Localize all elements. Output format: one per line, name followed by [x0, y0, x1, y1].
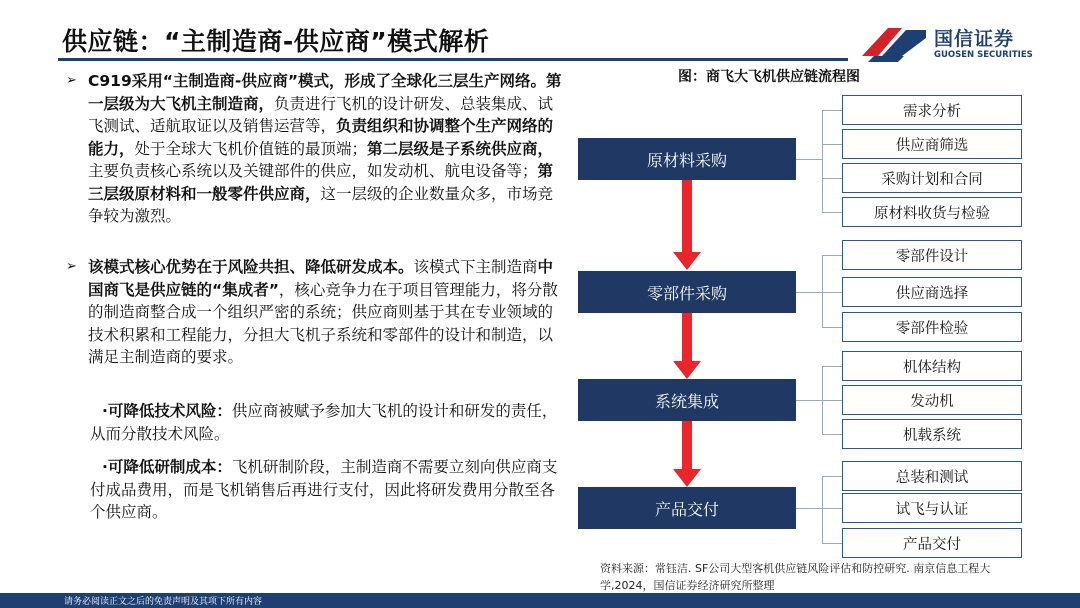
step-box: 发动机: [842, 385, 1022, 415]
arrow-head-icon: [673, 361, 701, 379]
step-box: 试飞与认证: [842, 493, 1022, 523]
brand-logo: [858, 22, 1058, 64]
connector-line: [796, 292, 822, 293]
text: 供应商被赋予参加大飞机的设计和研发的责任，从而分散技术风险。: [90, 402, 558, 443]
text: 该模式下主制造商: [413, 258, 538, 276]
step-box: 原材料收货与检验: [842, 197, 1022, 227]
text-bold: 第二层级是子系统供应商，: [367, 139, 554, 158]
connector-line: [796, 400, 822, 401]
paragraph-tech-risk: [90, 400, 560, 445]
text-bold: 第三层级原材料和一般零件供应商，: [88, 162, 554, 203]
arrow-head-icon: [673, 252, 701, 270]
step-box: 供应商选择: [842, 277, 1022, 307]
footer-disclaimer: 请务必阅读正文之后的免责声明及其项下所有内容: [64, 597, 263, 607]
connector-line: [822, 292, 842, 293]
paragraph-core-advantage: [66, 256, 566, 369]
flow-arrow: [682, 180, 692, 254]
step-box: 机体结构: [842, 351, 1022, 381]
step-box: 需求分析: [842, 95, 1022, 125]
text-bold: 负责组织和协调整个生产网络的能力，: [88, 117, 554, 158]
text: 处于全球大飞机价值链的最顶端；: [134, 139, 368, 158]
connector-line: [822, 400, 842, 401]
connector-line: [822, 255, 823, 327]
step-box: 采购计划和合同: [842, 163, 1022, 193]
stage-system-integration: 系统集成: [578, 379, 796, 421]
text: ，核心竞争力在于项目管理能力，将分散的制造商整合成一个组织严密的系统；供应商则基于其在专业领域的技术积累和工程能力，分担大飞机子系统和零部件的设计和制造，以满足主制造商的要求。: [88, 280, 558, 366]
connector-line: [822, 327, 842, 328]
figure-title: 图：商飞大飞机供应链流程图: [678, 69, 860, 85]
title-divider: [58, 58, 848, 61]
connector-line: [822, 543, 842, 544]
stage-component-procurement: 零部件采购: [578, 271, 796, 313]
connector-line: [822, 110, 823, 212]
paragraph-cost-reduction: [90, 456, 560, 524]
text: 飞机研制阶段，主制造商不需要立刻向供应商支付成品费用，而是飞机销售后再进行支付，因此将研发费用分散至各个供应商。: [90, 458, 558, 521]
text-bold: C919采用“主制造商-供应商”模式，形成了全球化三层生产网络。第一层级为大飞机主制造商，: [88, 72, 562, 113]
bullet-arrow-icon: ➢: [66, 73, 77, 88]
connector-line: [796, 508, 822, 509]
flow-arrow: [682, 313, 692, 363]
paragraph-three-tier-network: [66, 70, 566, 228]
step-box: 总装和测试: [842, 461, 1022, 491]
text-bold: ·可降低技术风险：: [102, 402, 232, 420]
figure-source: 资料来源：常钰洁. SF公司大型客机供应链风险评估和防控研究. 南京信息工程大学,2024，国信证券经济研究所整理: [600, 562, 991, 592]
connector-line: [822, 144, 842, 145]
guosen-logo-icon: [858, 22, 930, 64]
connector-line: [822, 255, 842, 256]
flow-arrow: [682, 421, 692, 471]
text-bold: 中国商飞是供应链的“集成者”: [88, 258, 554, 299]
connector-line: [822, 476, 823, 543]
text-bold: 该模式核心优势在于风险共担、降低研发成本。: [88, 258, 414, 276]
connector-line: [822, 476, 842, 477]
connector-line: [796, 159, 822, 160]
footer-bar: [0, 593, 1080, 608]
text: 主要负责核心系统以及关键部件的供应，如发动机、航电设备等；: [88, 162, 538, 180]
text: 负责进行飞机的设计研发、总装集成、试飞测试、适航取证以及销售运营等，: [88, 94, 554, 135]
bullet-arrow-icon: ➢: [66, 259, 77, 274]
stage-raw-material-procurement: 原材料采购: [578, 138, 796, 180]
connector-line: [822, 110, 842, 111]
connector-line: [822, 366, 842, 367]
step-box: 零部件检验: [842, 312, 1022, 342]
page-title: 供应链：“主制造商-供应商”模式解析: [62, 27, 490, 56]
step-box: 供应商筛选: [842, 129, 1022, 159]
connector-line: [822, 508, 842, 509]
stage-product-delivery: 产品交付: [578, 487, 796, 529]
connector-line: [822, 212, 842, 213]
step-box: 机载系统: [842, 419, 1022, 449]
connector-line: [822, 434, 842, 435]
text: 这一层级的企业数量众多，市场竞争较为激烈。: [88, 184, 554, 225]
logo-text-cn: 国信证券: [934, 28, 1015, 50]
arrow-head-icon: [673, 469, 701, 487]
step-box: 产品交付: [842, 528, 1022, 558]
connector-line: [822, 178, 842, 179]
step-box: 零部件设计: [842, 240, 1022, 270]
logo-text-en: GUOSEN SECURITIES: [934, 50, 1033, 60]
text-bold: ·可降低研制成本：: [102, 458, 232, 476]
